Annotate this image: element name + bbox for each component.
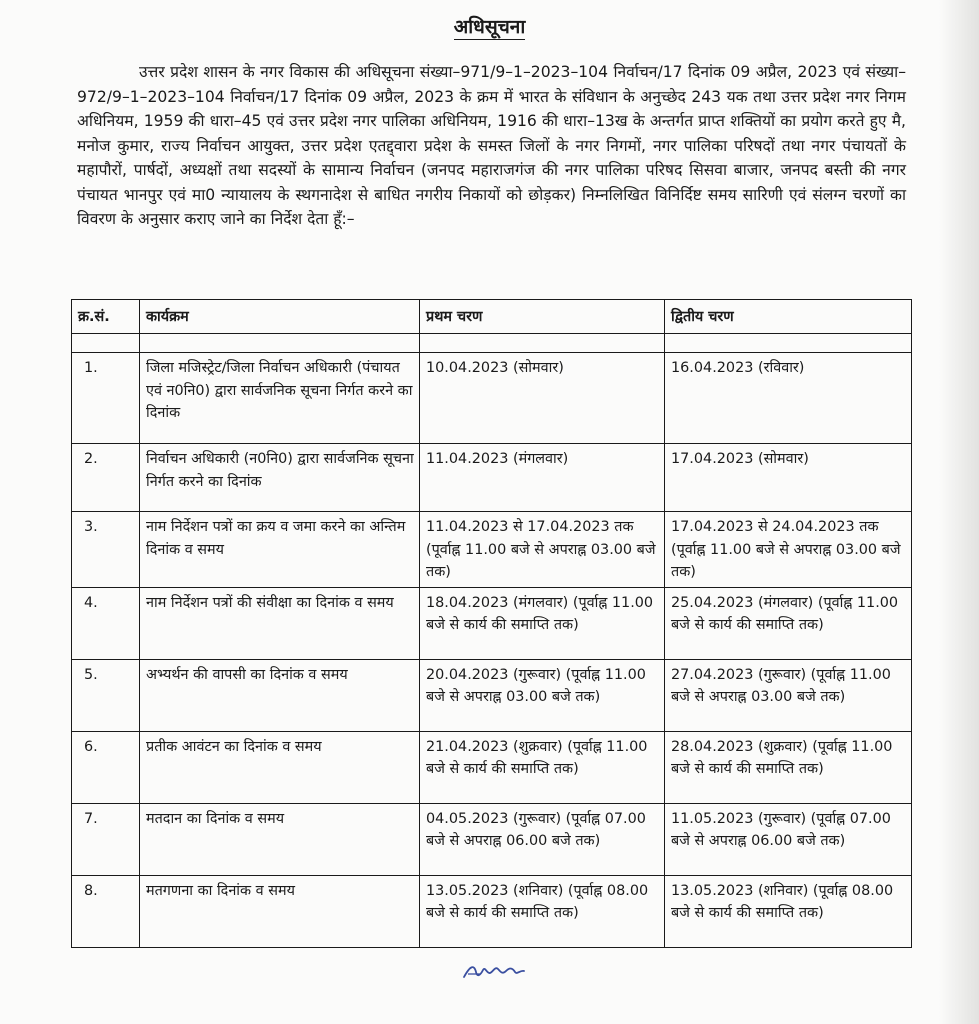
header-program: कार्यक्रम — [140, 300, 420, 334]
row-serial: 3. — [72, 512, 140, 588]
row-phase-2: 16.04.2023 (रविवार) — [665, 353, 912, 444]
signature-icon — [460, 958, 530, 984]
row-phase-2: 25.04.2023 (मंगलवार) (पूर्वाह्न 11.00 बजे से कार्य की समाप्ति तक) — [665, 587, 912, 659]
header-serial: क्र.सं. — [72, 300, 140, 334]
table-header-row — [72, 300, 912, 334]
row-serial: 4. — [72, 587, 140, 659]
table-row — [72, 512, 912, 588]
row-phase-2: 27.04.2023 (गुरूवार) (पूर्वाह्न 11.00 बजे से अपराह्न 03.00 बजे तक) — [665, 659, 912, 731]
header-phase-2: द्वितीय चरण — [665, 300, 912, 334]
row-phase-2: 17.04.2023 (सोमवार) — [665, 444, 912, 512]
row-phase-1: 11.04.2023 (मंगलवार) — [420, 444, 665, 512]
row-phase-1: 20.04.2023 (गुरूवार) (पूर्वाह्न 11.00 बजे से अपराह्न 03.00 बजे तक) — [420, 659, 665, 731]
table-row — [72, 731, 912, 803]
row-serial: 6. — [72, 731, 140, 803]
table-row — [72, 587, 912, 659]
row-program: नाम निर्देशन पत्रों की संवीक्षा का दिनांक व समय — [140, 587, 420, 659]
row-program: मतगणना का दिनांक व समय — [140, 875, 420, 947]
row-serial: 1. — [72, 353, 140, 444]
schedule-table — [71, 299, 912, 948]
row-phase-2: 17.04.2023 से 24.04.2023 तक (पूर्वाह्न 11.00 बजे से अपराह्न 03.00 बजे तक) — [665, 512, 912, 588]
row-phase-1: 18.04.2023 (मंगलवार) (पूर्वाह्न 11.00 बजे से कार्य की समाप्ति तक) — [420, 587, 665, 659]
row-phase-1: 21.04.2023 (शुक्रवार) (पूर्वाह्न 11.00 बजे से कार्य की समाप्ति तक) — [420, 731, 665, 803]
row-program: मतदान का दिनांक व समय — [140, 803, 420, 875]
row-program: जिला मजिस्ट्रेट/जिला निर्वाचन अधिकारी (पंचायत एवं न0नि0) द्वारा सार्वजनिक सूचना निर्गत करने का दिनांक — [140, 353, 420, 444]
row-serial: 2. — [72, 444, 140, 512]
table-row — [72, 803, 912, 875]
row-phase-2: 28.04.2023 (शुक्रवार) (पूर्वाह्न 11.00 बजे से कार्य की समाप्ति तक) — [665, 731, 912, 803]
table-row — [72, 353, 912, 444]
row-phase-2: 11.05.2023 (गुरूवार) (पूर्वाह्न 07.00 बजे से अपराह्न 06.00 बजे तक) — [665, 803, 912, 875]
row-program: नाम निर्देशन पत्रों का क्रय व जमा करने का अन्तिम दिनांक व समय — [140, 512, 420, 588]
table-row — [72, 875, 912, 947]
row-program: निर्वाचन अधिकारी (न0नि0) द्वारा सार्वजनिक सूचना निर्गत करने का दिनांक — [140, 444, 420, 512]
row-phase-1: 13.05.2023 (शनिवार) (पूर्वाह्न 08.00 बजे से कार्य की समाप्ति तक) — [420, 875, 665, 947]
row-phase-1: 11.04.2023 से 17.04.2023 तक (पूर्वाह्न 11.00 बजे से अपराह्न 03.00 बजे तक) — [420, 512, 665, 588]
row-phase-2: 13.05.2023 (शनिवार) (पूर्वाह्न 08.00 बजे से कार्य की समाप्ति तक) — [665, 875, 912, 947]
row-serial: 5. — [72, 659, 140, 731]
row-serial: 7. — [72, 803, 140, 875]
notification-paragraph: उत्तर प्रदेश शासन के नगर विकास की अधिसूचना संख्या–971/9–1–2023–104 निर्वाचन/17 दिनांक 09 अप्रैल, 2023 एवं संख्या–972/9–1–2023–104 निर्वाचन/17 दिनांक 09 अप्रैल, 2023 के क्रम में भारत के संविधान के अनुच्छेद 243 यक तथा उत्तर प्रदेश नगर निगम अधिनियम, 1959 की धारा–45 एवं उत्तर प्रदेश नगर पालिका अधिनियम, 1916 की धारा–13ख के अन्तर्गत प्राप्त शक्तियों का प्रयोग करते हुए मै, मनोज कुमार, राज्य निर्वाचन आयुक्त, उत्तर प्रदेश एतद्द्वारा प्रदेश के समस्त जिलों के नगर निगमों, नगर पालिका परिषदों तथा नगर पंचायतों के महापौरों, पार्षदों, अध्यक्षों तथा सदस्यों के सामान्य निर्वाचन (जनपद महाराजगंज की नगर पालिका परिषद सिसवा बाजार, जनपद बस्ती की नगर पंचायत भानपुर एवं मा0 न्यायालय के स्थगनादेश से बाधित नगरीय निकायों को छोड़कर) निम्नलिखित विनिर्दिष्ट समय सारिणी एवं संलग्न चरणों का विवरण के अनुसार कराए जाने का निर्देश देता हूँ:– — [77, 63, 906, 228]
table-row — [72, 659, 912, 731]
header-phase-1: प्रथम चरण — [420, 300, 665, 334]
document-title-text: अधिसूचना — [453, 16, 526, 38]
row-phase-1: 04.05.2023 (गुरूवार) (पूर्वाह्न 07.00 बजे से अपराह्न 06.00 बजे तक) — [420, 803, 665, 875]
row-program: प्रतीक आवंटन का दिनांक व समय — [140, 731, 420, 803]
row-phase-1: 10.04.2023 (सोमवार) — [420, 353, 665, 444]
table-row — [72, 444, 912, 512]
header-gap-row — [72, 334, 912, 353]
row-serial: 8. — [72, 875, 140, 947]
row-program: अभ्यर्थन की वापसी का दिनांक व समय — [140, 659, 420, 731]
document-title — [0, 14, 979, 40]
